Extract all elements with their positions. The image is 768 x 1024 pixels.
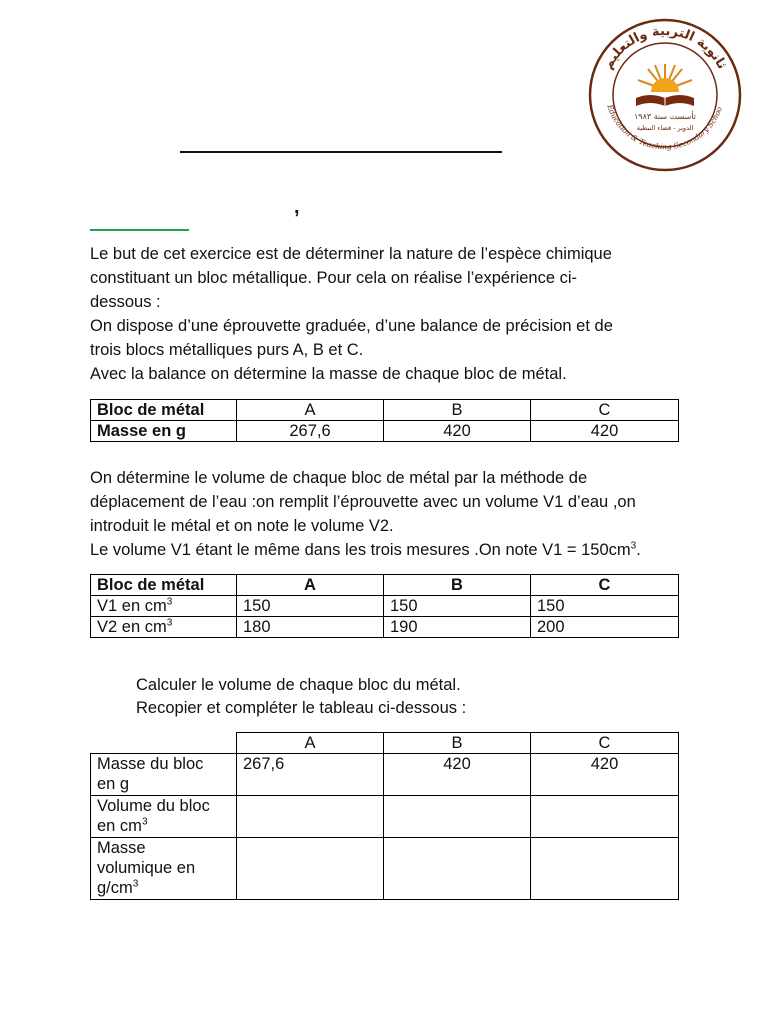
intro-line: Avec la balance on détermine la masse de chaque bloc de métal. — [90, 365, 567, 383]
table-header-cell: A — [237, 400, 384, 421]
table-header-cell: B — [384, 400, 531, 421]
table-row-label: Masse du bloc en g — [91, 754, 237, 796]
table-cell: 190 — [384, 617, 531, 638]
table-cell-empty — [531, 796, 679, 838]
table-row — [91, 596, 679, 617]
table-cell-empty — [237, 838, 384, 900]
table-cell: 200 — [531, 617, 679, 638]
intro-line: dessous : — [90, 293, 161, 311]
table-row-label: V1 en $cm^3$ — [91, 596, 237, 617]
seal-arabic-ring: ثانوية التربية والتعليم — [600, 23, 730, 72]
table-row-label: Volume du bloc en $cm^3$ — [91, 796, 237, 838]
table-empty-cell — [91, 733, 237, 754]
table-row-label: Masse en g — [91, 421, 237, 442]
table-row — [91, 575, 679, 596]
seal-date-text: تأسست سنة ١٩٨٣ — [633, 112, 697, 121]
table-header-cell: Bloc de métal — [91, 575, 237, 596]
table-cell-empty — [384, 796, 531, 838]
volume-table — [90, 574, 679, 638]
table-cell-empty — [237, 796, 384, 838]
intro-line: trois blocs métalliques purs A, B et C. — [90, 341, 364, 359]
table-header-cell: C — [531, 733, 679, 754]
table-cell: 420 — [384, 421, 531, 442]
table-row — [91, 617, 679, 638]
question-1: Calculer le volume de chaque bloc du métal. — [136, 676, 461, 694]
question-2: Recopier et compléter le tableau ci-dessous : — [136, 699, 467, 717]
table-header-cell: C — [531, 575, 679, 596]
table-header-cell: B — [384, 575, 531, 596]
table-header-cell: A — [237, 575, 384, 596]
table-cell: 420 — [531, 754, 679, 796]
table-header-cell: B — [384, 733, 531, 754]
superscript: 3 — [630, 540, 637, 552]
volume-text-end: . — [636, 541, 641, 559]
intro-line: Le but de cet exercice est de déterminer la nature de l’espèce chimique — [90, 245, 612, 263]
volume-text-last: Le volume V1 étant le même dans les trois mesures .On note V1 = 150cm — [90, 541, 631, 559]
table-cell: 267,6 — [237, 754, 384, 796]
table-row-label: Masse volumique en $g/cm^3$ — [91, 838, 237, 900]
mass-table — [90, 399, 679, 442]
answer-table — [90, 732, 679, 900]
table-header-cell: Bloc de métal — [91, 400, 237, 421]
table-cell-empty — [384, 838, 531, 900]
table-header-cell: C — [531, 400, 679, 421]
volume-text-line: introduit le métal et on note le volume V2. — [90, 517, 394, 535]
seal-place-text: الدوير - قضاء النبطية — [636, 124, 694, 132]
table-cell: 150 — [384, 596, 531, 617]
table-cell: 420 — [531, 421, 679, 442]
table-header-cell: A — [237, 733, 384, 754]
table-row — [91, 754, 679, 796]
table-cell: 267,6 — [237, 421, 384, 442]
table-row — [91, 796, 679, 838]
volume-text-line — [90, 538, 641, 562]
title-underline — [180, 151, 502, 153]
table-row — [91, 421, 679, 442]
table-cell: 150 — [237, 596, 384, 617]
table-cell: 150 — [531, 596, 679, 617]
table-row — [91, 733, 679, 754]
table-row — [91, 400, 679, 421]
seal-english-ring: Education & Teaching Secondary Schoo — [605, 103, 724, 152]
table-row — [91, 838, 679, 900]
volume-text-line: On détermine le volume de chaque bloc de métal par la méthode de — [90, 469, 588, 487]
table-cell: 420 — [384, 754, 531, 796]
stray-comma: , — [294, 196, 300, 218]
intro-line: On dispose d’une éprouvette graduée, d’une balance de précision et de — [90, 317, 613, 335]
table-row-label: V2 en $cm^3$ — [91, 617, 237, 638]
table-cell: 180 — [237, 617, 384, 638]
volume-text-line: déplacement de l’eau :on remplit l’éprouvette avec un volume V1 d’eau ,on — [90, 493, 636, 511]
table-cell-empty — [531, 838, 679, 900]
section-underline-green — [90, 229, 189, 231]
school-seal-logo — [588, 18, 742, 172]
intro-line: constituant un bloc métallique. Pour cela on réalise l’expérience ci- — [90, 269, 578, 287]
